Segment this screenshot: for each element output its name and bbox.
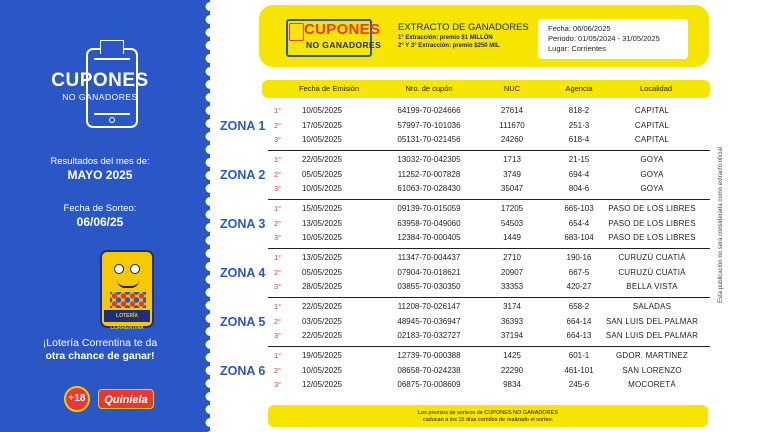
cell-nuc: 3174 [503, 302, 521, 311]
cell-fecha: 22/05/2025 [301, 155, 343, 164]
cell-pos: 2° [274, 169, 282, 179]
table-row [268, 231, 710, 245]
info-periodo: Periodo: 01/05/2024 - 31/05/2025 [548, 34, 660, 43]
cell-fecha: 28/05/2025 [301, 282, 343, 291]
cell-pos: 1° [274, 155, 282, 164]
cell-nuc: 1425 [503, 351, 521, 360]
results-month: MAYO 2025 [67, 168, 133, 182]
cell-localidad: PASO DE LOS LIBRES [608, 204, 696, 213]
slogan-line-1: ¡Lotería Correntina te da [42, 337, 158, 349]
cell-cupon: 64199-70-024666 [397, 106, 461, 115]
col-localidad: Localidad [639, 84, 673, 93]
cell-agencia: 245-6 [568, 380, 590, 389]
zone-label: ZONA 5 [220, 315, 266, 329]
footer-line-1: Los premios de sorteos de CUPONES NO GANADORES [418, 410, 558, 416]
cell-nuc: 54503 [500, 218, 524, 228]
cell-pos: 2° [274, 365, 282, 375]
cell-localidad: GOYA [640, 155, 664, 164]
cell-nuc: 24260 [500, 135, 524, 144]
cell-pos: 3° [274, 331, 282, 340]
cell-fecha: 05/05/2025 [301, 169, 343, 179]
cell-fecha: 22/05/2025 [301, 302, 343, 311]
zone-separator [268, 199, 710, 200]
cell-nuc: 27614 [500, 106, 524, 115]
cell-nuc: 9834 [503, 380, 521, 389]
table-row [268, 300, 710, 314]
logo-title: CUPONES [304, 21, 381, 38]
logo-ticket-icon [289, 23, 304, 41]
cell-agencia: 190-16 [566, 253, 592, 262]
mascot-phone-icon [100, 250, 154, 331]
draw-date-label: Fecha de Sorteo: [63, 203, 137, 214]
cell-cupon: 07904-70-018621 [397, 267, 461, 277]
cell-pos: 1° [274, 106, 282, 115]
extracto-title: EXTRACTO DE GANADORES [398, 22, 529, 33]
zone-label: ZONA 2 [220, 168, 266, 182]
cell-pos: 3° [274, 184, 282, 193]
col-fecha: Fecha de Emisión [298, 84, 360, 93]
zone-label: ZONA 3 [220, 217, 266, 231]
cell-fecha: 10/05/2025 [301, 365, 343, 375]
cell-nuc: 1449 [503, 233, 521, 242]
cell-cupon: 11208-70-026147 [397, 302, 461, 311]
table-row [268, 251, 710, 265]
table-row [268, 153, 710, 167]
cell-nuc: 35047 [500, 184, 524, 193]
cell-localidad: GDOR. MARTINEZ [616, 351, 688, 360]
cell-fecha: 10/05/2025 [301, 135, 343, 144]
cell-nuc: 20907 [500, 267, 524, 277]
side-title: CUPONES [51, 70, 149, 91]
cell-localidad: CURUZÚ CUATIÁ [618, 253, 686, 262]
cell-pos: 1° [274, 302, 282, 311]
info-fecha: Fecha: 06/06/2025 [548, 24, 611, 33]
cell-pos: 1° [274, 351, 282, 360]
table-row [268, 133, 710, 147]
cell-cupon: 06875-70-008609 [397, 380, 461, 389]
table-row [268, 182, 710, 196]
table-row [268, 168, 710, 182]
cell-cupon: 48945-70-036947 [397, 316, 461, 326]
cell-pos: 1° [274, 204, 282, 213]
cell-nuc: 111670 [499, 120, 525, 130]
cell-agencia: 461-101 [564, 365, 594, 375]
ticket-icon [100, 40, 124, 54]
table-row [268, 364, 710, 378]
cell-fecha: 12/05/2025 [301, 380, 343, 389]
table-row [268, 329, 710, 343]
cell-localidad: BELLA VISTA [626, 282, 678, 291]
cell-agencia: 683-104 [564, 233, 594, 242]
table-row [268, 349, 710, 363]
cell-localidad: PASO DE LOS LIBRES [608, 218, 696, 228]
table-row [268, 315, 710, 329]
cell-nuc: 33353 [500, 282, 524, 291]
cell-localidad: PASO DE LOS LIBRES [608, 233, 696, 242]
cell-localidad: SAN LUIS DEL PALMAR [605, 316, 699, 326]
prize-second-third: 2° Y 3° Extracción: premio $250 MIL [398, 43, 500, 49]
cell-nuc: 3749 [503, 169, 521, 179]
cell-fecha: 17/05/2025 [301, 120, 343, 130]
cell-cupon: 05131-70-021456 [397, 135, 461, 144]
cell-fecha: 10/05/2025 [301, 184, 343, 193]
cell-pos: 3° [274, 233, 282, 242]
vertical-note-text: Esta publicación no será considerada como extracto oficial [718, 146, 724, 304]
cell-nuc: 36393 [500, 316, 524, 326]
cell-agencia: 654-4 [568, 218, 590, 228]
table-row [268, 266, 710, 280]
table-row [268, 104, 710, 118]
cell-cupon: 57997-70-101036 [397, 120, 461, 130]
cell-agencia: 618-4 [568, 135, 590, 144]
cell-fecha: 19/05/2025 [301, 351, 343, 360]
cell-pos: 3° [274, 135, 282, 144]
table-row [268, 119, 710, 133]
zone-separator [268, 150, 710, 151]
cell-localidad: CAPITAL [634, 106, 670, 115]
cell-nuc: 2710 [503, 253, 521, 262]
cell-pos: 2° [274, 316, 282, 326]
cell-cupon: 11347-70-004437 [397, 253, 461, 262]
cell-localidad: CURUZÚ CUATIÁ [618, 267, 686, 277]
cell-localidad: SAN LORENZO [622, 365, 682, 375]
age-badge: +18 [64, 386, 90, 412]
cell-pos: 2° [274, 267, 282, 277]
perforated-edge [198, 0, 210, 432]
prize-first: 1° Extracción: premio $1 MILLÓN [398, 35, 493, 41]
cell-fecha: 13/05/2025 [301, 253, 343, 262]
cell-cupon: 11252-70-007828 [397, 169, 461, 179]
logo-subtitle: NO GANADORES [306, 40, 382, 50]
cell-fecha: 05/05/2025 [301, 267, 343, 277]
cell-pos: 2° [274, 120, 282, 130]
cell-nuc: 1713 [503, 155, 521, 164]
cell-nuc: 22290 [500, 365, 524, 375]
cell-agencia: 420-27 [566, 282, 592, 291]
zone-separator [268, 297, 710, 298]
vertical-note [716, 90, 728, 360]
mascot-brand: LOTERÍA CORRENTINA [104, 310, 150, 322]
cell-fecha: 03/05/2025 [301, 316, 343, 326]
cell-localidad: SALADAS [632, 302, 672, 311]
zone-label: ZONA 4 [220, 266, 266, 280]
table-row [268, 217, 710, 231]
col-agencia: Agencia [565, 84, 593, 93]
zone-label: ZONA 1 [220, 119, 266, 133]
cell-fecha: 22/05/2025 [301, 331, 343, 340]
slogan-line-2: otra chance de ganar! [45, 350, 155, 362]
cell-agencia: 21-15 [568, 155, 590, 164]
cell-fecha: 10/05/2025 [301, 106, 343, 115]
cell-agencia: 658-2 [568, 302, 590, 311]
cell-pos: 1° [274, 253, 282, 262]
cell-cupon: 08658-70-024238 [397, 365, 461, 375]
cell-cupon: 12739-70-000388 [397, 351, 461, 360]
cell-fecha: 10/05/2025 [301, 233, 343, 242]
cell-cupon: 03855-70-030350 [397, 282, 461, 291]
cell-cupon: 63958-70-049060 [397, 218, 461, 228]
cell-cupon: 09139-70-015059 [397, 204, 461, 213]
cell-localidad: GOYA [640, 169, 664, 179]
cell-nuc: 37194 [500, 331, 524, 340]
cell-agencia: 818-2 [568, 106, 590, 115]
cell-agencia: 664-14 [566, 316, 592, 326]
cell-localidad: CAPITAL [634, 135, 670, 144]
side-panel [0, 0, 200, 432]
cell-cupon: 12384-70-000405 [397, 233, 461, 242]
side-subtitle: NO GANADORES [62, 92, 138, 102]
cell-localidad: GOYA [640, 184, 664, 193]
cell-agencia: 665-103 [564, 204, 594, 213]
footer-line-2: caducan a los 15 días corridos de realizado el sorteo. [422, 417, 554, 423]
cell-pos: 3° [274, 282, 282, 291]
results-label: Resultados del mes de: [50, 156, 150, 167]
table-header [262, 80, 710, 98]
cell-agencia: 694-4 [568, 169, 590, 179]
cell-localidad: CAPITAL [634, 120, 670, 130]
cell-pos: 2° [274, 218, 282, 228]
cell-cupon: 02183-70-032727 [397, 331, 461, 340]
cell-cupon: 13032-70-042305 [397, 155, 461, 164]
table-row [268, 280, 710, 294]
draw-date: 06/06/25 [76, 215, 124, 229]
footer-note [268, 405, 708, 427]
col-nuc: NUC [503, 84, 521, 93]
quiniela-logo: Quiniela [98, 389, 154, 409]
zone-label: ZONA 6 [220, 364, 266, 378]
cell-localidad: SAN LUIS DEL PALMAR [605, 331, 699, 340]
table-row [268, 378, 710, 392]
zone-separator [268, 346, 710, 347]
cell-agencia: 251-3 [568, 120, 590, 130]
cell-cupon: 61063-70-028430 [397, 184, 461, 193]
cell-localidad: MOCORETÁ [628, 380, 676, 389]
cell-fecha: 15/05/2025 [301, 204, 343, 213]
cell-agencia: 601-1 [568, 351, 590, 360]
col-cupon: Nro. de cupón [405, 84, 453, 93]
table-row [268, 202, 710, 216]
zone-separator [268, 248, 710, 249]
cell-agencia: 664-13 [566, 331, 592, 340]
info-lugar: Lugar: Corrientes [548, 44, 606, 53]
cell-agencia: 804-6 [568, 184, 590, 193]
info-box [538, 19, 688, 59]
cell-fecha: 13/05/2025 [301, 218, 343, 228]
cell-agencia: 667-5 [568, 267, 590, 277]
cell-pos: 3° [274, 380, 282, 389]
cell-nuc: 17205 [500, 204, 524, 213]
